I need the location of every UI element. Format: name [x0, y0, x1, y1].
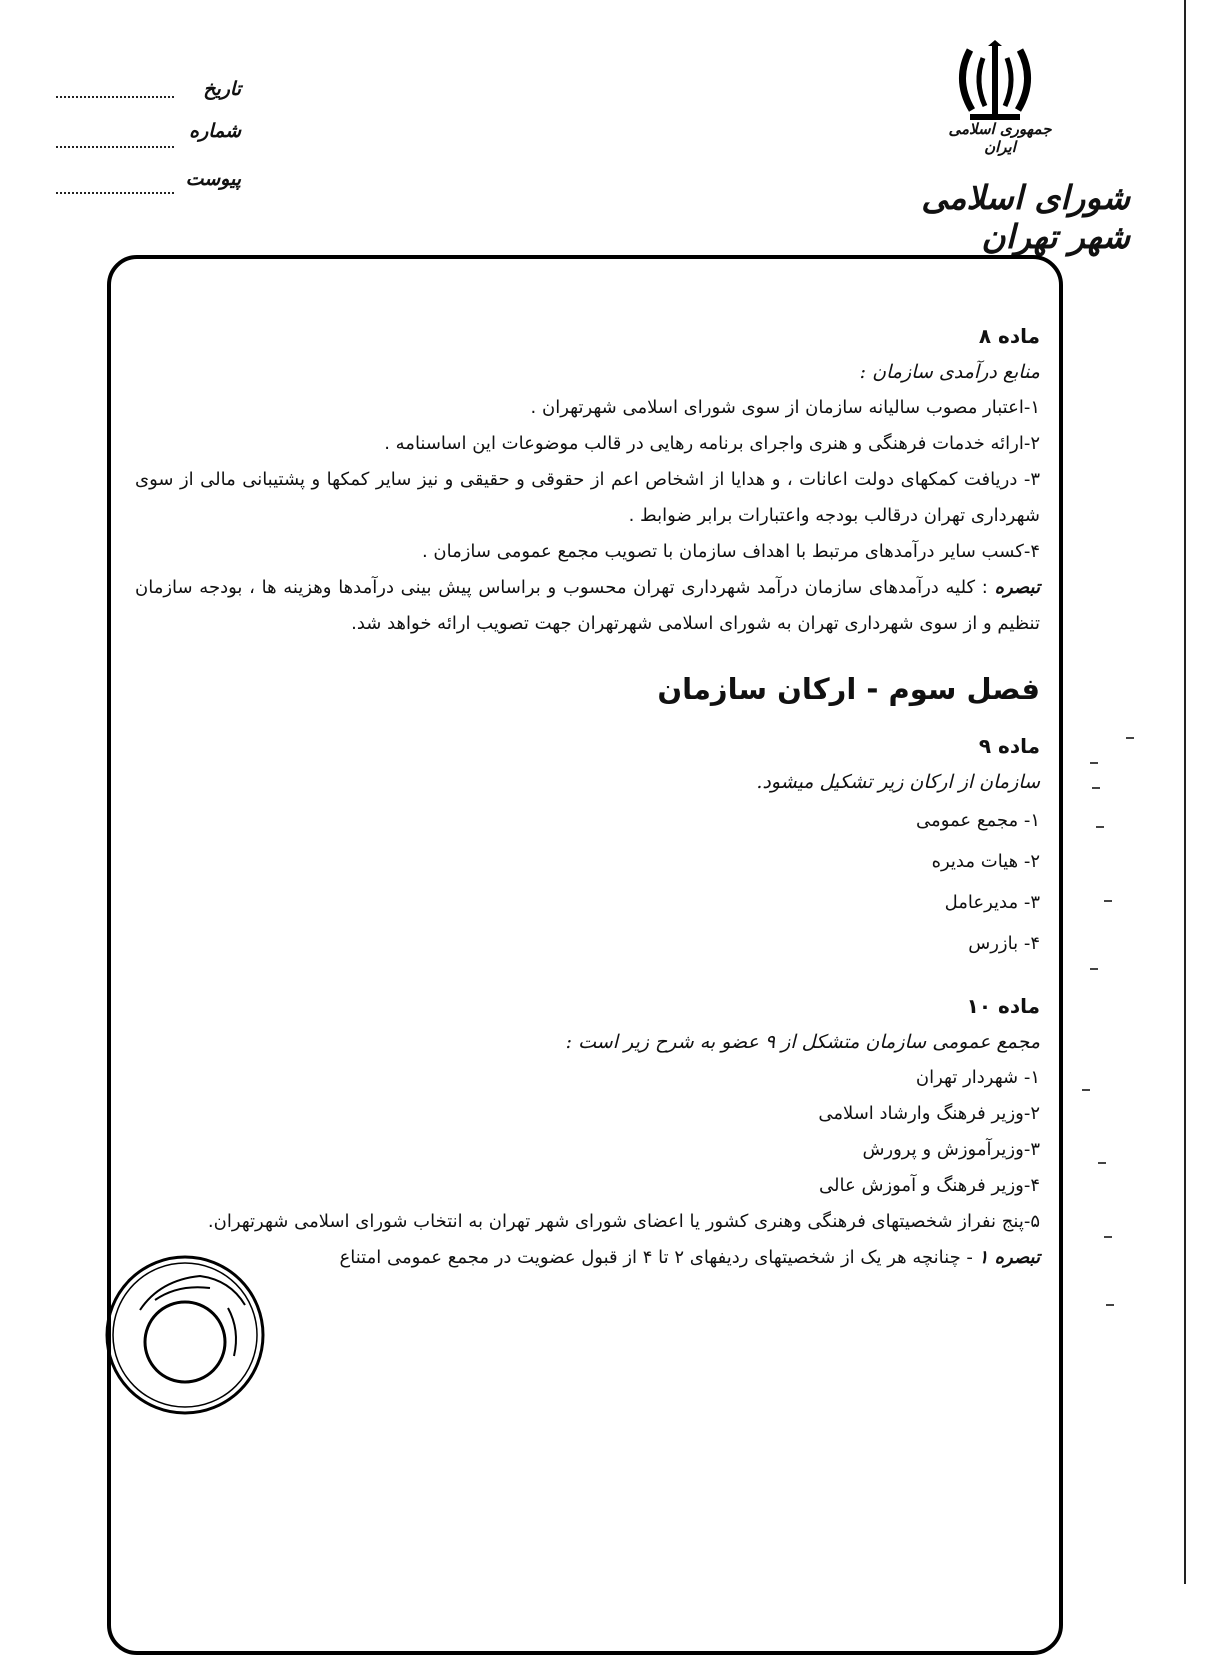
scan-mark	[1098, 1162, 1106, 1164]
attachment-line	[56, 182, 174, 194]
article-8-item: ۴-کسب سایر درآمدهای مرتبط با اهداف سازمان با تصویب مجمع عمومی سازمان .	[421, 541, 1040, 562]
scan-mark	[1092, 787, 1100, 789]
scan-mark	[1104, 900, 1112, 902]
emblem-caption: جمهوری اسلامی ایران	[948, 120, 1052, 156]
article-9-intro: سازمان از ارکان زیر تشکیل میشود.	[756, 771, 1040, 793]
council-seal-stamp	[100, 1250, 270, 1420]
note-text: - چنانچه هر یک از شخصیتهای ردیفهای ۲ تا ۴ از قبول عضویت در مجمع عمومی امتناع	[339, 1247, 973, 1268]
date-label: تاریخ	[203, 78, 241, 100]
scan-mark	[1082, 1089, 1090, 1091]
article-10-intro: مجمع عمومی سازمان متشکل از ۹ عضو به شرح زیر است :	[565, 1031, 1040, 1053]
note-label: تبصره	[994, 577, 1040, 598]
article-10-item: ۵-پنج نفراز شخصیتهای فرهنگی وهنری کشور یا اعضای شورای شهر تهران به انتخاب شورای اسلامی شهرتهران.	[207, 1211, 1040, 1232]
article-10-heading: ماده ۱۰	[966, 994, 1040, 1018]
article-9-item: ۱- مجمع عمومی	[916, 810, 1040, 831]
number-line	[56, 136, 174, 148]
article-9-item: ۳- مدیرعامل	[944, 892, 1040, 913]
article-10-item: ۴-وزیر فرهنگ و آموزش عالی	[819, 1175, 1040, 1196]
number-label: شماره	[189, 120, 241, 142]
note-label: تبصره ۱	[978, 1247, 1040, 1268]
article-10-note	[135, 1240, 1040, 1276]
attachment-label: پیوست	[185, 168, 241, 190]
council-title: شورای اسلامی شهر تهران	[921, 178, 1130, 256]
scan-mark	[1106, 1304, 1114, 1306]
iran-emblem-icon	[950, 40, 1040, 124]
scan-mark	[1090, 968, 1098, 970]
article-10-item: ۱- شهردار تهران	[915, 1067, 1040, 1088]
article-9-heading: ماده ۹	[978, 734, 1040, 758]
article-9-item: ۴- بازرس	[968, 933, 1040, 954]
date-line	[56, 86, 174, 98]
scan-mark	[1096, 826, 1104, 828]
scan-mark	[1104, 1236, 1112, 1238]
scan-edge-line	[1184, 0, 1186, 1584]
document-body	[135, 318, 1040, 1276]
article-8-note	[135, 570, 1040, 642]
spacer	[135, 964, 1040, 988]
note-text: : کلیه درآمدهای سازمان درآمد شهرداری تهران محسوب و براساس پیش بینی درآمدها وهزینه ها ، بودجه سازمان تنظیم و از سوی شهرداری تهران به شورای اسلامی شهرتهران جهت تصویب ارائه خواهد شد.	[135, 577, 1040, 634]
chapter-title: فصل سوم - ارکان سازمان	[657, 672, 1040, 706]
article-10-item: ۲-وزیر فرهنگ وارشاد اسلامی	[818, 1103, 1040, 1124]
scan-mark	[1126, 737, 1134, 739]
scan-mark	[1090, 762, 1098, 764]
article-8-item: ۱-اعتبار مصوب سالیانه سازمان از سوی شورای اسلامی شهرتهران .	[530, 397, 1040, 418]
article-8-item: ۳- دریافت کمکهای دولت اعانات ، و هدایا از اشخاص اعم از حقوقی و حقیقی و نیز سایر کمکها و پشتیبانی مالی از سوی شهرداری تهران درقالب بودجه واعتبارات برابر ضوابط .	[135, 469, 1040, 526]
article-10-item: ۳-وزیرآموزش و پرورش	[862, 1139, 1040, 1160]
article-8-heading: ماده ۸	[978, 324, 1040, 348]
article-9-item: ۲- هیات مدیره	[931, 851, 1040, 872]
article-8-item: ۲-ارائه خدمات فرهنگی و هنری واجرای برنامه رهایی در قالب موضوعات این اساسنامه .	[384, 433, 1040, 454]
article-8-intro: منابع درآمدی سازمان :	[859, 361, 1040, 383]
